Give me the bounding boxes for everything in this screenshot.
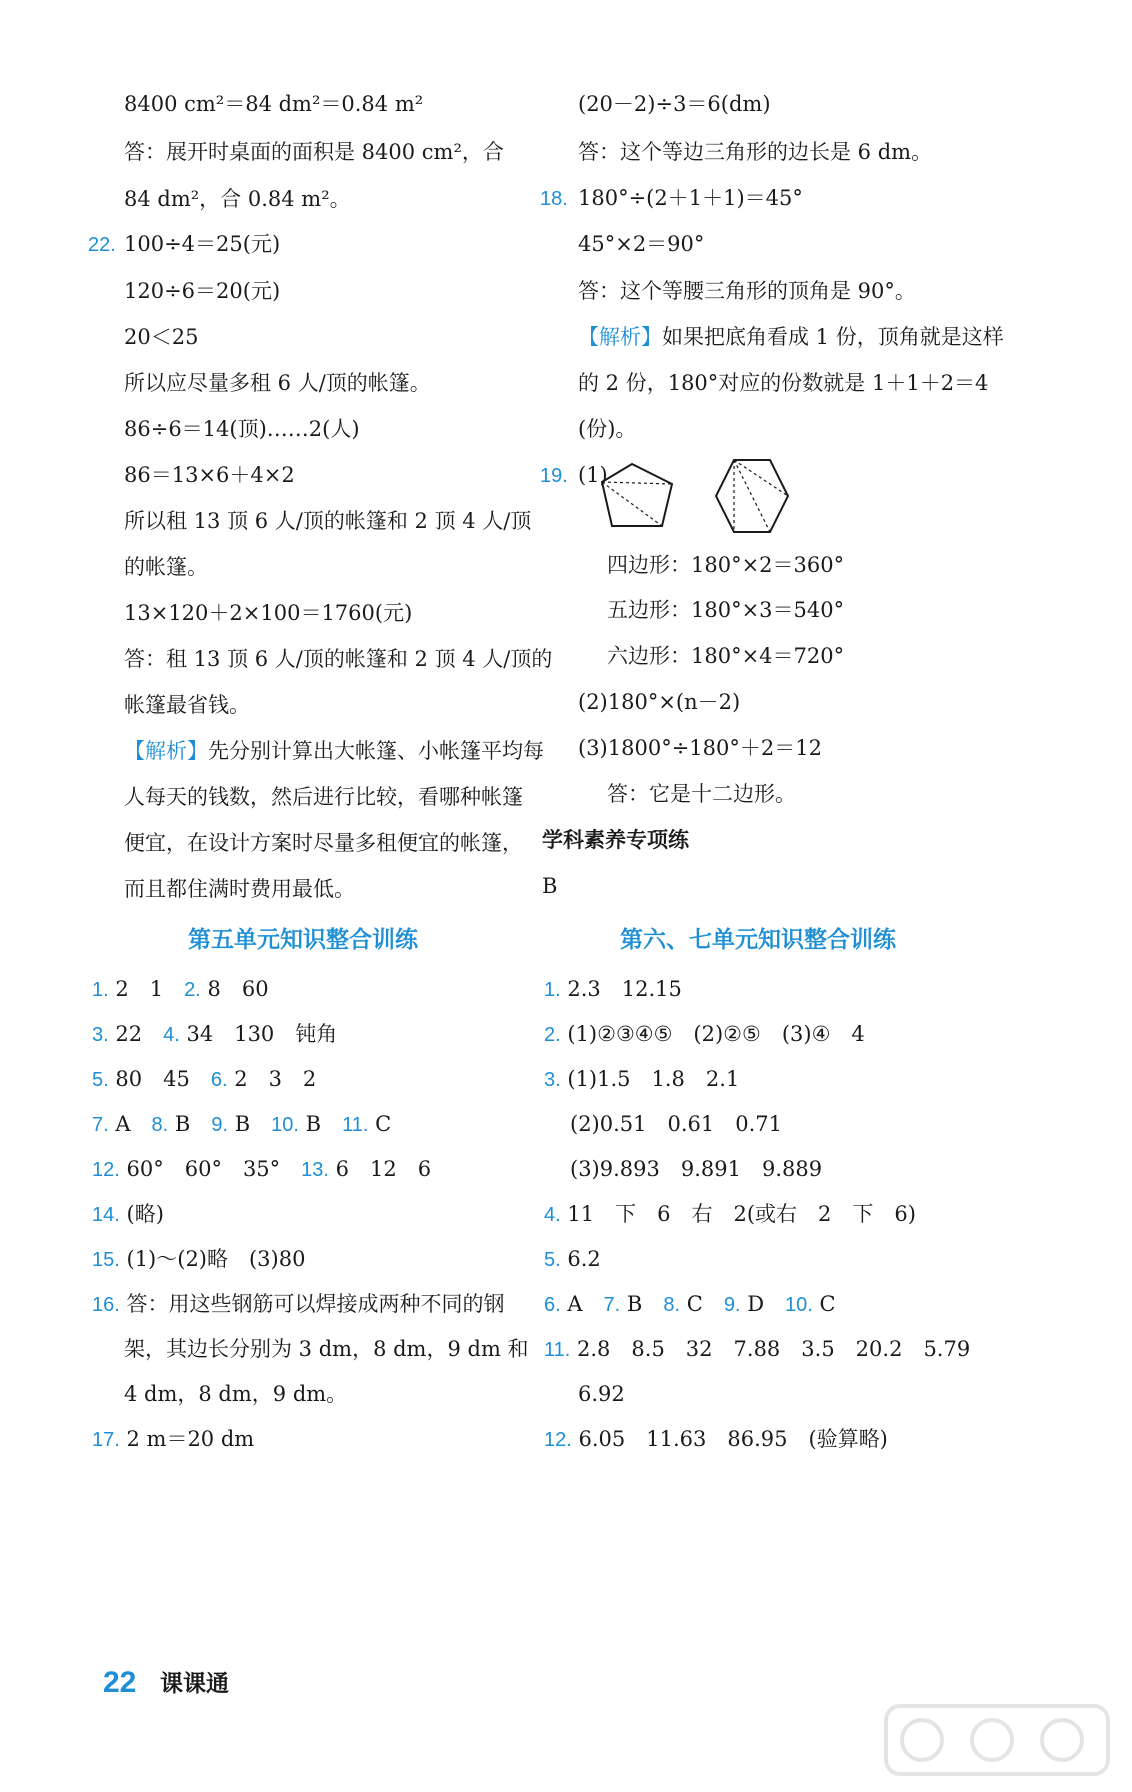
answer: 6 12 6: [335, 1157, 432, 1181]
answer: (1)②③④⑤ (2)②⑤ (3)④ 4: [567, 1022, 865, 1046]
answer: 2.3 12.15: [567, 977, 682, 1001]
answer-row: [544, 1339, 970, 1360]
question-number: 11.: [544, 1339, 571, 1361]
question-number: 8.: [663, 1294, 681, 1316]
explanation-line: [578, 327, 1004, 348]
answer-line: 答：租 13 顶 6 人/顶的帐篷和 2 顶 4 人/顶的: [124, 647, 553, 671]
explanation-text: 先分别计算出大帐篷、小帐篷平均每: [208, 739, 544, 763]
answer-line: 五边形：180°×3＝540°: [607, 598, 845, 622]
answer-line: 86÷6＝14(顶)……2(人): [124, 417, 360, 441]
question-number: 14.: [92, 1204, 120, 1226]
answer-line: 86＝13×6＋4×2: [124, 463, 295, 487]
answer-line: (3)9.893 9.891 9.889: [570, 1157, 823, 1181]
question-number: 3.: [92, 1024, 109, 1046]
answer-line: 120÷6＝20(元): [124, 279, 281, 303]
answer: B: [305, 1112, 322, 1136]
sub-question-label: (1): [578, 463, 608, 487]
question-number: 13.: [301, 1159, 329, 1181]
answer: 2.8 8.5 32 7.88 3.5 20.2 5.79: [577, 1337, 971, 1361]
answer-row: [92, 1069, 316, 1090]
question-number: 2.: [544, 1024, 561, 1046]
question-number: 12.: [544, 1429, 572, 1451]
answer-row: [92, 1249, 305, 1270]
answer-row: [92, 1429, 254, 1450]
question-number: 15.: [92, 1249, 120, 1271]
answer-line: 六边形：180°×4＝720°: [607, 644, 845, 668]
answer-row: [544, 1249, 601, 1270]
question-number: 7.: [603, 1294, 621, 1316]
question-number: 9.: [723, 1294, 741, 1316]
answer: 答：用这些钢筋可以焊接成两种不同的钢: [126, 1292, 505, 1316]
answer-row: [92, 1204, 164, 1225]
answer: A: [567, 1292, 583, 1316]
explanation-tag: 【解析】: [124, 739, 208, 763]
answer-line: (20－2)÷3＝6(dm): [578, 92, 771, 116]
question-number: 18.: [540, 188, 568, 210]
answer: (1)1.5 1.8 2.1: [567, 1067, 740, 1091]
question-number: 11.: [342, 1114, 369, 1136]
question-number: 1.: [544, 979, 561, 1001]
answer: 11 下 6 右 2(或右 2 下 6): [567, 1202, 916, 1226]
answer: 2 m＝20 dm: [126, 1427, 255, 1451]
answer: B: [234, 1112, 251, 1136]
answer-line: 所以应尽量多租 6 人/顶的帐篷。: [124, 371, 431, 395]
question-number: 16.: [92, 1294, 120, 1316]
answer-row: [544, 1204, 916, 1225]
question-number: 3.: [544, 1069, 561, 1091]
question-number: 19.: [540, 465, 568, 487]
question-number: 4.: [163, 1024, 180, 1046]
answer: C: [819, 1292, 836, 1316]
answer-line: 84 dm²，合 0.84 m²。: [124, 187, 351, 211]
answer-line: 四边形：180°×2＝360°: [607, 553, 845, 577]
question-number: 5.: [92, 1069, 109, 1091]
answer: 80 45: [115, 1067, 190, 1091]
answer-line: 20＜25: [124, 325, 199, 349]
question-number: 4.: [544, 1204, 561, 1226]
answer: 34 130 钝角: [186, 1022, 338, 1046]
explanation-line: 的 2 份，180°对应的份数就是 1＋1＋2＝4: [578, 371, 989, 395]
question-number: 17.: [92, 1429, 120, 1451]
answer-line: 8400 cm²＝84 dm²＝0.84 m²: [124, 92, 424, 116]
question-number: 10.: [785, 1294, 813, 1316]
answer-line: 答：展开时桌面的面积是 8400 cm²，合: [124, 140, 504, 164]
answer: (略): [126, 1202, 164, 1226]
explanation-tag: 【解析】: [578, 325, 662, 349]
answer: 2 1: [115, 977, 164, 1001]
answer-line: 6.92: [578, 1382, 625, 1406]
answer: (1)～(2)略 (3)80: [126, 1247, 306, 1271]
answer: 6.2: [567, 1247, 601, 1271]
answer-line: 13×120＋2×100＝1760(元): [124, 601, 413, 625]
answer-line: 45°×2＝90°: [578, 232, 705, 256]
question-number: 5.: [544, 1249, 561, 1271]
question-number: 6.: [544, 1294, 561, 1316]
explanation-line: 而且都住满时费用最低。: [124, 877, 355, 901]
question-number: 8.: [151, 1114, 169, 1136]
answer-row: [544, 1294, 836, 1315]
answer-line: 答：这个等边三角形的边长是 6 dm。: [578, 140, 933, 164]
answer: D: [747, 1292, 765, 1316]
answer-line: 架，其边长分别为 3 dm，8 dm，9 dm 和: [124, 1337, 529, 1361]
answer-row: [92, 1159, 431, 1180]
answer-line: (2)180°×(n－2): [578, 690, 741, 714]
answer-line: (2)0.51 0.61 0.71: [570, 1112, 783, 1136]
explanation-line: [124, 741, 544, 762]
subsection-heading: 学科素养专项练: [542, 829, 689, 852]
explanation-text: 如果把底角看成 1 份，顶角就是这样: [662, 325, 1004, 349]
answer-line: 答：它是十二边形。: [607, 782, 796, 806]
question-number: 10.: [271, 1114, 299, 1136]
answer-line: B: [542, 874, 558, 898]
answer-row: [92, 979, 269, 1000]
explanation-line: (份)。: [578, 417, 637, 441]
page-number: 22: [103, 1666, 137, 1699]
answer-row: [92, 1294, 505, 1315]
answer: 8 60: [207, 977, 269, 1001]
answer: C: [686, 1292, 703, 1316]
section-heading: 第五单元知识整合训练: [188, 926, 418, 952]
answer-row: [92, 1114, 391, 1135]
answer-line: 所以租 13 顶 6 人/顶的帐篷和 2 顶 4 人/顶: [124, 509, 532, 533]
question-number: 7.: [92, 1114, 109, 1136]
hexagon-diagram: [712, 458, 792, 534]
answer-line: 帐篷最省钱。: [124, 693, 250, 717]
question-number: 22.: [88, 234, 116, 256]
answer: 2 3 2: [234, 1067, 317, 1091]
answer: 22: [115, 1022, 143, 1046]
answer: A: [115, 1112, 131, 1136]
answer-line: 4 dm，8 dm，9 dm。: [124, 1382, 348, 1406]
answer-line: 180°÷(2＋1＋1)＝45°: [578, 186, 803, 210]
answer-row: [544, 1024, 865, 1045]
answer-line: 答：这个等腰三角形的顶角是 90°。: [578, 279, 916, 303]
explanation-line: 便宜，在设计方案时尽量多租便宜的帐篷，: [124, 831, 523, 855]
answer-row: [544, 1069, 739, 1090]
explanation-line: 人每天的钱数，然后进行比较，看哪种帐篷: [124, 785, 523, 809]
watermark-logo: [882, 1700, 1112, 1780]
answer: B: [174, 1112, 191, 1136]
question-number: 2.: [184, 979, 201, 1001]
brand-name: 课课通: [160, 1670, 229, 1696]
question-number: 6.: [210, 1069, 228, 1091]
answer: 6.05 11.63 86.95 (验算略): [578, 1427, 888, 1451]
question-number: 12.: [92, 1159, 120, 1181]
answer: B: [626, 1292, 643, 1316]
answer-line: 的帐篷。: [124, 555, 208, 579]
answer-line: 100÷4＝25(元): [124, 232, 281, 256]
answer: 60° 60° 35°: [126, 1157, 281, 1181]
answer-row: [544, 1429, 888, 1450]
answer-row: [544, 979, 682, 1000]
question-number: 1.: [92, 979, 109, 1001]
pentagon-diagram: [598, 462, 678, 534]
question-number: 9.: [211, 1114, 229, 1136]
answer: C: [375, 1112, 392, 1136]
answer-row: [92, 1024, 337, 1045]
answer-line: (3)1800°÷180°＋2＝12: [578, 736, 822, 760]
section-heading: 第六、七单元知识整合训练: [620, 926, 896, 952]
